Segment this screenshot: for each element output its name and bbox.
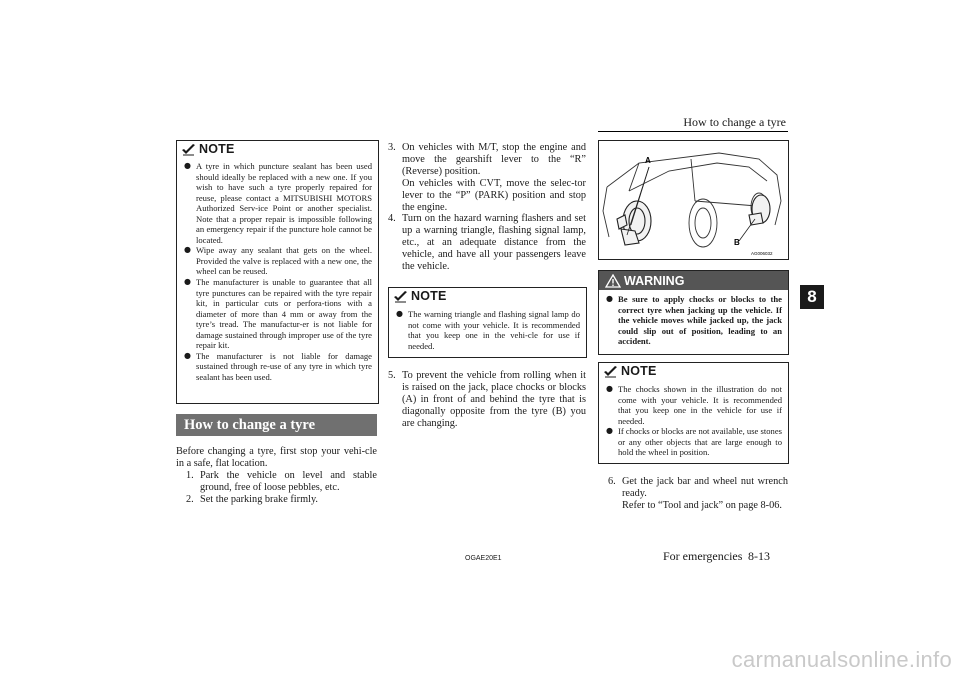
note-box-chocks: [598, 362, 789, 464]
note-box-warning-triangle: [388, 287, 587, 358]
warning-label: WARNING: [624, 273, 685, 288]
label-b: B: [734, 238, 740, 247]
footer-code: OGAE20E1: [465, 555, 502, 562]
note-bullet: ● If chocks or blocks are not available, use stones or any other objects that are large enough to hold the wheel in position.: [606, 426, 782, 458]
note-tab: [389, 288, 447, 304]
note-bullet: ● A tyre in which puncture sealant has been used should ideally be replaced with a new one. If you wish to have such a tyre properly repaired for reuse, please contact a MITSUBISHI MOTORS Authorized Serv-ice Point or another specialist. Note that a proper repair is impossible following an emergency repair if the puncture hole cannot be located.: [184, 161, 372, 245]
note-bullet: ● The warning triangle and flashing signal lamp do not come with your vehicle. It is recommended that you keep one in the vehi-cle for use if needed.: [396, 309, 580, 351]
warning-box: [598, 270, 789, 355]
running-header-title: How to change a tyre: [683, 115, 786, 129]
watermark: carmanualsonline.info: [731, 647, 952, 672]
step-4: 4. Turn on the hazard warning flashers and set up a warning triangle, flashing signal lamp, etc., at an adequate distance from the vehicle, and have all your passengers leave the vehicle.: [388, 213, 586, 273]
chapter-tab: 8: [800, 285, 824, 309]
label-a: A: [645, 156, 651, 165]
illustration-code: AG006032: [751, 251, 773, 256]
note-box-tyre-sealant: [176, 140, 379, 404]
note-bullet: ● The chocks shown in the illustration do not come with your vehicle. It is recommended that you keep one in the vehicle for use if needed.: [606, 384, 782, 426]
note-tab: [599, 363, 657, 379]
car-chock-drawing: [599, 141, 788, 259]
note-pencil-icon: [603, 365, 618, 378]
warning-triangle-icon: [605, 274, 621, 288]
note-tab: [177, 141, 235, 157]
footer-page-number: 8-13: [748, 549, 770, 563]
note-label: NOTE: [411, 289, 447, 303]
section-heading: How to change a tyre: [176, 414, 377, 436]
step-5: 5. To prevent the vehicle from rolling when it is raised on the jack, place chocks or blocks (A) in front of and behind the tyre that is diagonally opposite from the tyre (B) you are changing.: [388, 370, 586, 429]
warning-bullet: ● Be sure to apply chocks or blocks to the correct tyre when jacking up the vehicle. If the vehicle moves while jacked up, the jack could slip out of position, leading to an accident.: [606, 294, 782, 347]
step-3-cvt: On vehicles with CVT, move the selec-tor lever to the “P” (PARK) position and stop the engine.: [402, 177, 586, 213]
section-intro: Before changing a tyre, first stop your vehi-cle in a safe, flat location.: [176, 446, 377, 469]
note-pencil-icon: [181, 143, 196, 156]
header-rule: [598, 131, 788, 132]
step-3: 3. On vehicles with M/T, stop the engine and move the gearshift lever to the “R” (Reverse) position.: [388, 142, 586, 177]
warning-tab: [599, 271, 788, 290]
footer-section: For emergencies: [663, 549, 743, 563]
note-pencil-icon: [393, 290, 408, 303]
note-label: NOTE: [621, 364, 657, 378]
note-bullet: ● The manufacturer is not liable for damage sustained through re-use of any tyre in which tyre sealant has been used.: [184, 350, 372, 382]
step-1: 1. Park the vehicle on level and stable ground, free of loose pebbles, etc.: [186, 469, 377, 493]
note-bullet: ● Wipe away any sealant that gets on the wheel. Provided the valve is replaced with a new one, the wheel can be reused.: [184, 245, 372, 277]
step-2: 2. Set the parking brake firmly.: [186, 493, 318, 505]
step-6-reference: Refer to “Tool and jack” on page 8-06.: [622, 499, 782, 511]
chock-illustration: [598, 140, 789, 260]
note-label: NOTE: [199, 142, 235, 156]
step-6: 6. Get the jack bar and wheel nut wrench ready.: [608, 476, 788, 499]
note-bullet: ● The manufacturer is unable to guarantee that all tyre punctures can be repaired with the tyre repair kit, in particular cuts or perfora-tions with a diameter of more than 4 mm or away from the tyre’s tread. The manufactur-er is not liable for damage sustained through improper use of the tyre repair kit.: [184, 277, 372, 351]
